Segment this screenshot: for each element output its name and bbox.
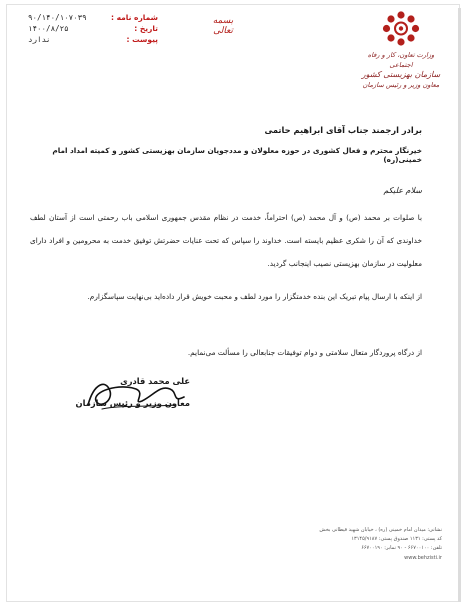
letter-footer (246, 526, 442, 563)
footer-phone: تلفن: ۶۶۷۰۰۱۰۰ - ۹۰ نمابر: ۶۶۷۰۰۱۹۰ (361, 545, 442, 552)
letter-paragraph-3: از درگاه پروردگار متعال سلامتی و دوام توفیقات جنابعالی را مسألت می‌نمایم. (187, 348, 422, 357)
salutation: سلام علیکم (383, 186, 422, 195)
letter-paragraph-1: با صلوات بر محمد (ص) و آل محمد (ص) احتراماً، خدمت در نظام مقدس جمهوری اسلامی باب رحمتی است از آستان لطف خداوندی که آن را شکری عظیم بایسته است. خداوند را سپاس که تحت عنایات حضرتش توفیق خدمت به محرومین و افراد دارای معلولیت در سازمان بهزیستی نصیب اینجانب گردید. (30, 213, 422, 268)
letter-date-label: تاریخ : (134, 24, 158, 33)
footer-website[interactable]: www.behzisti.ir (404, 554, 442, 561)
footer-postal: کد پستی: ۱۱۳۱ صندوق پستی: ۱۳۱۴۵/۹۱۸۷ (351, 536, 442, 543)
letter-attachment-row (28, 34, 158, 45)
footer-address: نشانی: میدان امام خمینی (ره) ، خیابان شهید قیطانی بخش (319, 527, 442, 533)
signatory-title: معاون وزیر و رئیس سازمان (75, 398, 190, 408)
bismillah-heading: بسمه تعالی (212, 16, 234, 36)
letter-attachment-label: پیوست : (126, 35, 158, 44)
logo-organization-line: سازمان بهزیستی کشور (361, 70, 441, 79)
letter-number-row (28, 12, 158, 23)
addressee-title-line: خیرنگار محترم و فعال کشوری در حوزه معلولان و مددجویان سازمان بهزیستی کشور و کمیته امداد امام خمینی(ره) (52, 146, 422, 164)
logo-ministry-line: وزارت تعاون، کار و رفاه اجتماعی (367, 51, 435, 69)
signatory-name: علی محمد قادری (120, 376, 190, 386)
letter-date-row (28, 23, 158, 34)
letter-paragraph-2: از اینکه با ارسال پیام تبریک این بنده خدمتگزار را مورد لطف و محبت خویش قرار داده‌اید بی‌نهایت سپاسگزارم. (87, 292, 422, 301)
letter-attachment-value: ندارد (28, 35, 51, 44)
addressee-line: برادر ارجمند جناب آقای ابراهیم حاتمی (264, 125, 422, 135)
logo-position-line: معاون وزیر و رئیس سازمان (362, 81, 440, 89)
letter-number-value: ۹۰/۱۴۰/۱۰۷۰۳۹ (28, 13, 87, 22)
page-shadow (458, 8, 461, 602)
letter-number-label: شماره نامه : (110, 13, 158, 22)
letter-meta (28, 12, 158, 45)
letter-date-value: ۱۴۰۰/۸/۲۵ (28, 24, 69, 33)
behzisti-emblem-icon (380, 10, 422, 48)
organization-logo (360, 10, 442, 90)
